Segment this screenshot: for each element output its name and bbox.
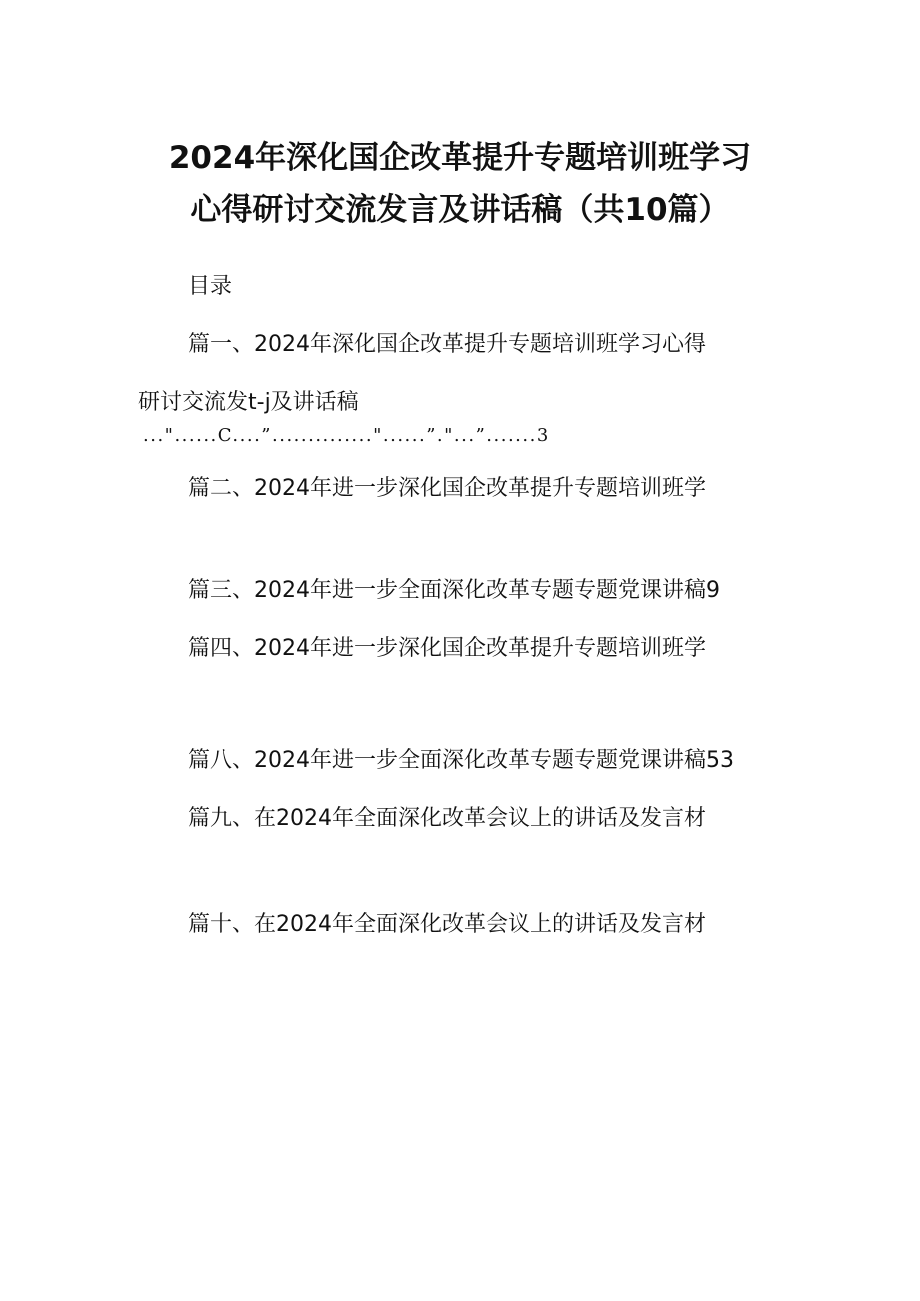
toc-entry-6[interactable]: 篇九、在2024年全面深化改革会议上的讲话及发言材 bbox=[188, 806, 706, 831]
toc-entry-5[interactable]: 篇八、2024年进一步全面深化改革专题专题党课讲稿53 bbox=[188, 748, 734, 773]
toc-entry-1-line-1[interactable]: 篇一、2024年深化国企改革提升专题培训班学习心得 bbox=[188, 332, 706, 357]
toc-entry-1-leader-dots: ..."......C....”.............."......”."...”.......3 bbox=[143, 425, 550, 446]
toc-entry-7[interactable]: 篇十、在2024年全面深化改革会议上的讲话及发言材 bbox=[188, 912, 706, 937]
toc-heading: 目录 bbox=[188, 274, 233, 299]
toc-entry-4[interactable]: 篇四、2024年进一步深化国企改革提升专题培训班学 bbox=[188, 636, 706, 661]
document-title-line-1: 2024年深化国企改革提升专题培训班学习 bbox=[168, 140, 752, 176]
toc-entry-3[interactable]: 篇三、2024年进一步全面深化改革专题专题党课讲稿9 bbox=[188, 578, 720, 603]
toc-entry-1-line-2[interactable]: 研讨交流发t-j及讲话稿 bbox=[138, 390, 359, 415]
toc-entry-2[interactable]: 篇二、2024年进一步深化国企改革提升专题培训班学 bbox=[188, 476, 706, 501]
document-title-line-2: 心得研讨交流发言及讲话稿（共10篇） bbox=[190, 192, 730, 228]
